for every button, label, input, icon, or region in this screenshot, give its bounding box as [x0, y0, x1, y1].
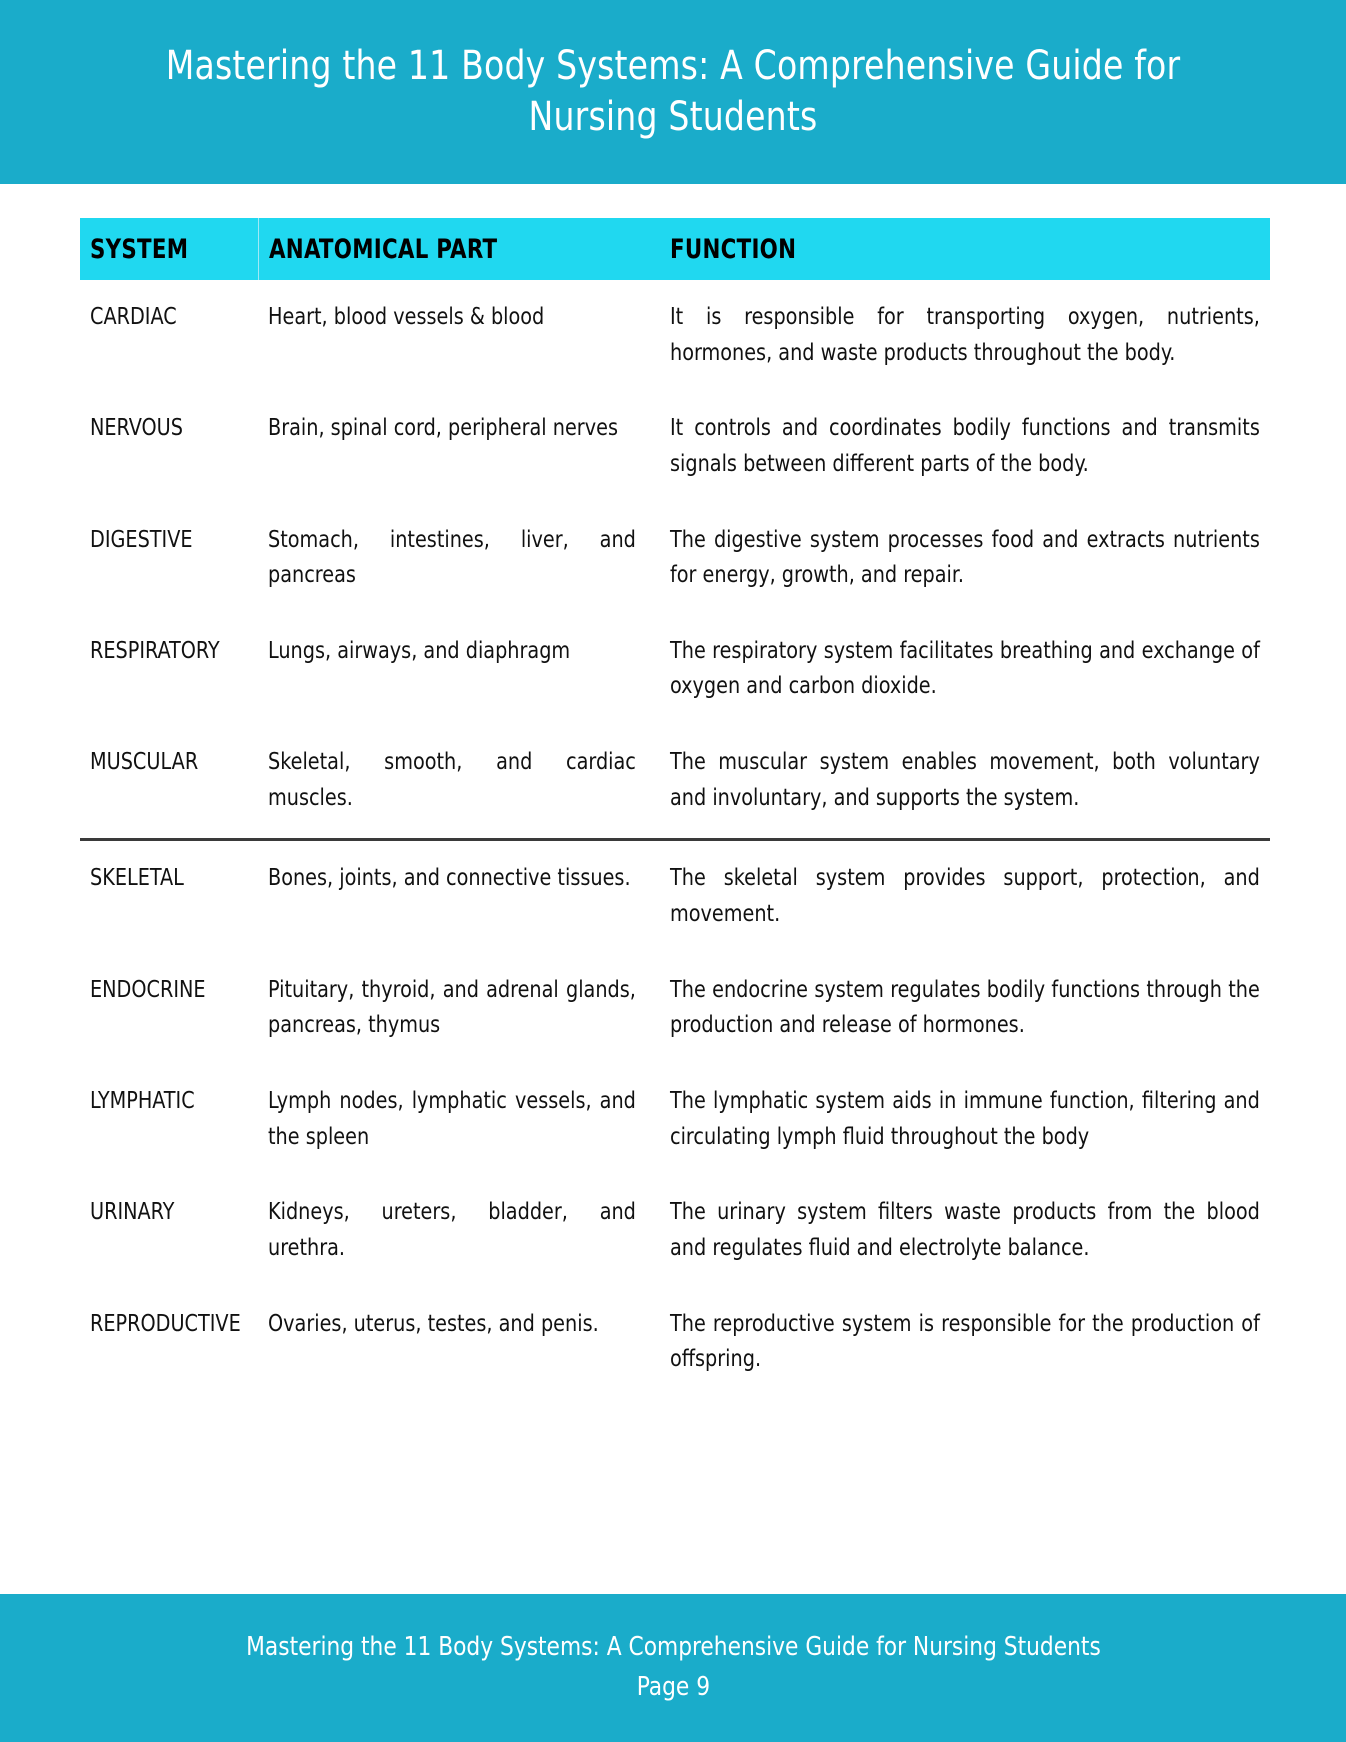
table-row: [80, 1287, 1270, 1398]
table-row: [80, 725, 1270, 840]
footer-page-number: Page 9: [636, 1672, 710, 1702]
cell-anatomical-part: [258, 1175, 660, 1286]
cell-system-text: RESPIRATORY: [90, 637, 220, 664]
cell-system-text: SKELETAL: [90, 865, 184, 892]
cell-system: [80, 503, 258, 614]
cell-anatomical-part: [258, 953, 660, 1064]
page-title: Mastering the 11 Body Systems: A Comprehensive Guide for Nursing Students: [165, 42, 1181, 140]
cell-anatomical-part: [258, 840, 660, 953]
cell-function-text: The urinary system filters waste products from the blood and regulates fluid and electrolyte balance.: [670, 1199, 1260, 1261]
table-body: [80, 280, 1270, 1398]
column-header-system: [80, 218, 258, 280]
cell-anatomical-part: [258, 391, 660, 502]
table-row: [80, 391, 1270, 502]
cell-system: [80, 614, 258, 725]
cell-system-text: CARDIAC: [90, 304, 177, 330]
table-row: [80, 953, 1270, 1064]
cell-function-text: The lymphatic system aids in immune function, filtering and circulating lymph fluid throughout the body: [670, 1087, 1260, 1150]
cell-anatomical-part-text: Skeletal, smooth, and cardiac muscles.: [268, 749, 636, 811]
cell-anatomical-part: [258, 1287, 660, 1398]
cell-system-text: DIGESTIVE: [90, 526, 193, 553]
column-header-system-label: SYSTEM: [90, 233, 189, 265]
cell-system: [80, 1175, 258, 1286]
body-systems-table: [80, 218, 1270, 1398]
cell-system: [80, 1287, 258, 1398]
cell-anatomical-part-text: Kidneys, ureters, bladder, and urethra.: [268, 1199, 636, 1261]
cell-system: [80, 725, 258, 840]
page-footer-banner: [0, 1594, 1346, 1742]
cell-system: [80, 391, 258, 502]
footer-title: Mastering the 11 Body Systems: A Comprehensive Guide for Nursing Students: [245, 1632, 1101, 1663]
cell-anatomical-part-text: Lungs, airways, and diaphragm: [268, 637, 571, 664]
cell-function: [660, 725, 1270, 840]
table-row: [80, 503, 1270, 614]
table-row: [80, 840, 1270, 953]
cell-function-text: The reproductive system is responsible for the production of offspring.: [670, 1310, 1260, 1373]
cell-anatomical-part: [258, 725, 660, 840]
cell-system: [80, 953, 258, 1064]
cell-function: [660, 1064, 1270, 1175]
cell-system-text: ENDOCRINE: [90, 976, 206, 1003]
column-header-function-label: FUNCTION: [670, 233, 797, 265]
cell-anatomical-part: [258, 503, 660, 614]
cell-system-text: REPRODUCTIVE: [90, 1310, 241, 1337]
cell-function-text: It controls and coordinates bodily functions and transmits signals between different parts of the body.: [670, 415, 1260, 477]
cell-anatomical-part-text: Lymph nodes, lymphatic vessels, and the spleen: [268, 1087, 636, 1150]
cell-function: [660, 840, 1270, 953]
table-row: [80, 614, 1270, 725]
cell-function: [660, 503, 1270, 614]
cell-function-text: It is responsible for transporting oxygen, nutrients, hormones, and waste products throughout the body.: [670, 304, 1260, 366]
page-header-banner: [0, 0, 1346, 184]
cell-function: [660, 614, 1270, 725]
table-header: [80, 218, 1270, 280]
cell-anatomical-part: [258, 1064, 660, 1175]
cell-function-text: The endocrine system regulates bodily functions through the production and release of hormones.: [670, 976, 1260, 1039]
body-systems-table-container: [80, 218, 1270, 1398]
cell-system: [80, 1064, 258, 1175]
column-header-anatomical-part: [258, 218, 660, 280]
cell-anatomical-part-text: Ovaries, uterus, testes, and penis.: [268, 1310, 599, 1337]
cell-function: [660, 953, 1270, 1064]
cell-function-text: The respiratory system facilitates breathing and exchange of oxygen and carbon dioxide.: [670, 637, 1260, 700]
cell-function-text: The skeletal system provides support, protection, and movement.: [670, 865, 1260, 928]
cell-system-text: LYMPHATIC: [90, 1087, 195, 1114]
cell-system: [80, 280, 258, 391]
cell-function-text: The muscular system enables movement, both voluntary and involuntary, and supports the system.: [670, 749, 1260, 811]
cell-anatomical-part: [258, 280, 660, 391]
cell-function: [660, 280, 1270, 391]
cell-anatomical-part: [258, 614, 660, 725]
cell-system-text: URINARY: [90, 1199, 175, 1226]
cell-system: [80, 840, 258, 953]
table-row: [80, 1175, 1270, 1286]
cell-system-text: MUSCULAR: [90, 749, 199, 776]
column-header-function: [660, 218, 1270, 280]
cell-anatomical-part-text: Brain, spinal cord, peripheral nerves: [268, 415, 618, 442]
cell-anatomical-part-text: Stomach, intestines, liver, and pancreas: [268, 526, 636, 589]
cell-system-text: NERVOUS: [90, 415, 183, 442]
table-header-row: [80, 218, 1270, 280]
cell-function-text: The digestive system processes food and extracts nutrients for energy, growth, and repair.: [670, 526, 1260, 589]
cell-anatomical-part-text: Bones, joints, and connective tissues.: [268, 865, 631, 892]
cell-function: [660, 391, 1270, 502]
column-header-anatomical-part-label: ANATOMICAL PART: [268, 233, 497, 265]
cell-function: [660, 1175, 1270, 1286]
table-row: [80, 1064, 1270, 1175]
cell-anatomical-part-text: Pituitary, thyroid, and adrenal glands, pancreas, thymus: [268, 976, 636, 1039]
cell-function: [660, 1287, 1270, 1398]
table-row: [80, 280, 1270, 391]
cell-anatomical-part-text: Heart, blood vessels & blood: [268, 304, 545, 330]
